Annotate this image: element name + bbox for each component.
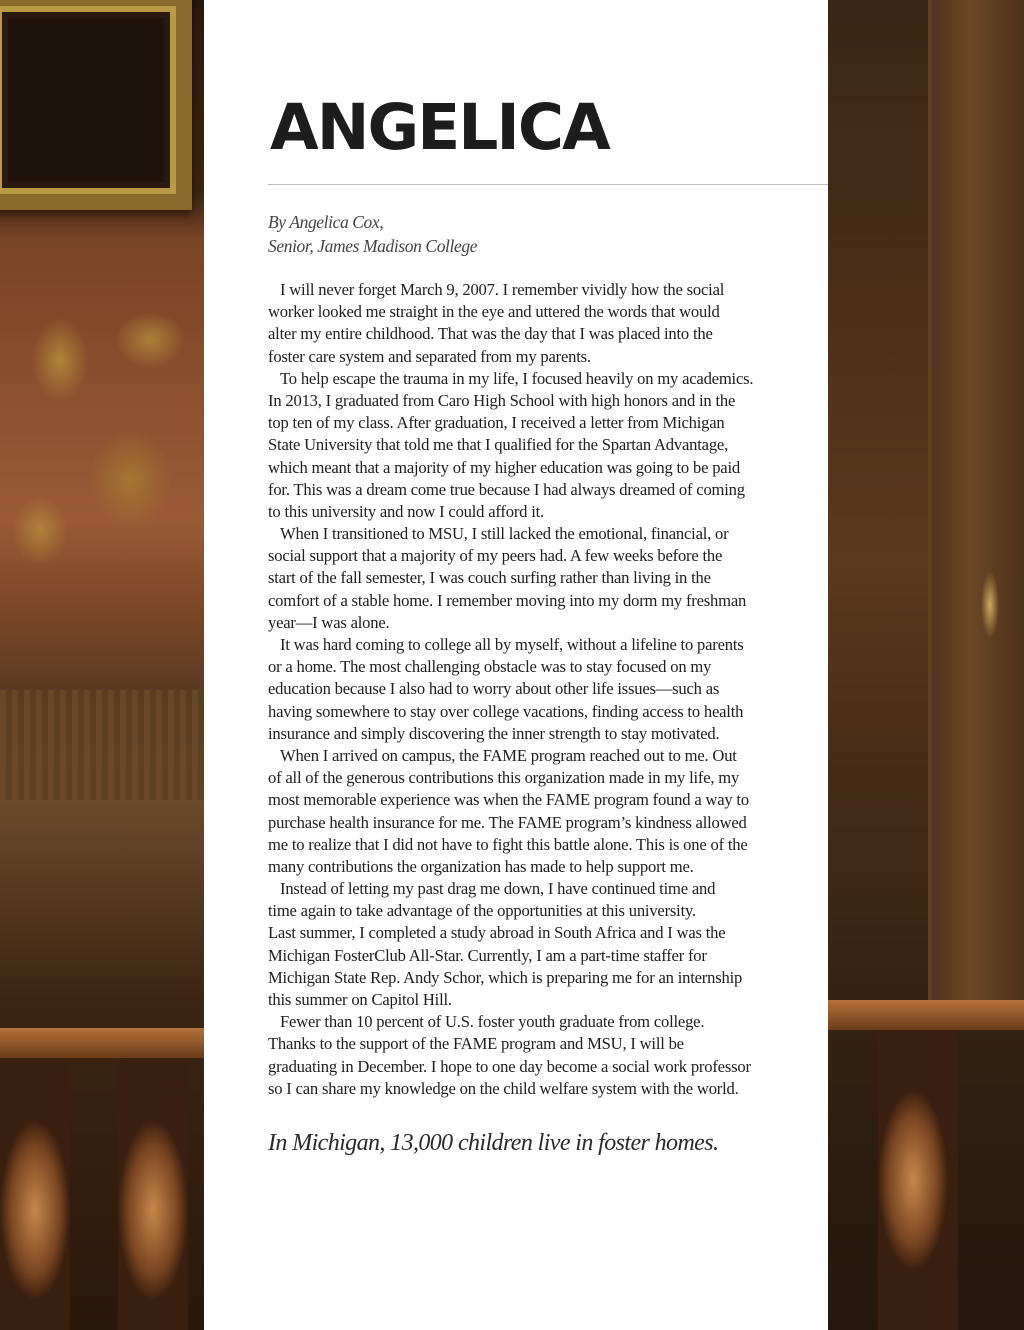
- body-text-line: most memorable experience was when the FAME program found a way to: [268, 790, 749, 810]
- body-text-line: worker looked me straight in the eye and uttered the words that would: [268, 302, 720, 322]
- article-title: ANGELICA: [270, 91, 609, 164]
- body-text-line: many contributions the organization has made to help support me.: [268, 856, 694, 876]
- body-text-line: me to realize that I did not have to fight this battle alone. This is one of the: [268, 834, 748, 854]
- railing: [828, 1000, 1024, 1030]
- body-text-line: graduating in December. I hope to one day become a social work professor: [268, 1056, 751, 1076]
- body-text-line: Fewer than 10 percent of U.S. foster youth graduate from college.: [280, 1012, 705, 1032]
- body-text-line: purchase health insurance for me. The FAME program’s kindness allowed: [268, 812, 747, 832]
- byline: [268, 210, 477, 258]
- body-text-line: It was hard coming to college all by myself, without a lifeline to parents: [280, 635, 744, 654]
- body-text-line: comfort of a stable home. I remember moving into my dorm my freshman: [268, 590, 747, 610]
- body-text-line: alter my entire childhood. That was the day that I was placed into the: [268, 324, 713, 344]
- wood-molding: [928, 0, 1024, 1000]
- railing: [0, 1028, 204, 1058]
- title-divider: [268, 184, 828, 185]
- picture-frame: [0, 0, 192, 210]
- article-panel: [204, 0, 828, 1330]
- body-text-line: so I can share my knowledge on the child welfare system with the world.: [268, 1078, 739, 1098]
- carved-wood-panel: [0, 690, 204, 800]
- body-text-line: Instead of letting my past drag me down, I have continued time and: [280, 879, 716, 899]
- body-text-line: of all of the generous contributions this organization made in my life, my: [268, 768, 740, 788]
- article-body: [268, 279, 768, 1100]
- body-text-line: foster care system and separated from my parents.: [268, 346, 591, 366]
- body-text-line: top ten of my class. After graduation, I received a letter from Michigan: [268, 413, 725, 433]
- body-text-line: this summer on Capitol Hill.: [268, 990, 452, 1009]
- baluster: [878, 1030, 958, 1330]
- body-text-line: or a home. The most challenging obstacle was to stay focused on my: [268, 657, 712, 677]
- body-text-line: Michigan FosterClub All-Star. Currently, I am a part-time staffer for: [268, 945, 707, 965]
- body-text-line: When I transitioned to MSU, I still lacked the emotional, financial, or: [280, 524, 729, 544]
- background-photo-left: [0, 0, 204, 1330]
- baluster: [0, 1060, 70, 1330]
- body-text-line: for. This was a dream come true because I had always dreamed of coming: [268, 479, 745, 499]
- body-text-line: To help escape the trauma in my life, I focused heavily on my academics.: [280, 368, 754, 388]
- body-text-line: State University that told me that I qualified for the Spartan Advantage,: [268, 435, 729, 455]
- body-text-line: year—I was alone.: [268, 612, 390, 632]
- body-text-line: Michigan State Rep. Andy Schor, which is preparing me for an internship: [268, 967, 743, 987]
- body-text-line: start of the fall semester, I was couch surfing rather than living in the: [268, 568, 711, 588]
- byline-author: By Angelica Cox,: [268, 212, 384, 232]
- body-text-line: social support that a majority of my peers had. A few weeks before the: [268, 546, 723, 566]
- body-text-line: having somewhere to stay over college vacations, finding access to health: [268, 701, 744, 721]
- body-text-line: education because I also had to worry about other life issues—such as: [268, 679, 720, 699]
- body-text-line: insurance and simply discovering the inner strength to stay motivated.: [268, 723, 720, 743]
- fleur-ornament: [978, 560, 1002, 650]
- body-text-line: Last summer, I completed a study abroad in South Africa and I was the: [268, 923, 726, 943]
- body-text-line: In 2013, I graduated from Caro High School with high honors and in the: [268, 390, 736, 410]
- body-text-line: I will never forget March 9, 2007. I remember vividly how the social: [280, 280, 725, 299]
- byline-affiliation: Senior, James Madison College: [268, 236, 478, 256]
- body-text-line: Thanks to the support of the FAME program and MSU, I will be: [268, 1034, 684, 1054]
- pull-quote: In Michigan, 13,000 children live in foster homes.: [268, 1130, 719, 1156]
- body-text-line: time again to take advantage of the opportunities at this university.: [268, 901, 696, 921]
- background-photo-right: [828, 0, 1024, 1330]
- body-text-line: which meant that a majority of my higher education was going to be paid: [268, 457, 740, 477]
- body-text-line: to this university and now I could afford it.: [268, 501, 544, 521]
- body-text-line: When I arrived on campus, the FAME program reached out to me. Out: [280, 745, 737, 765]
- baluster: [118, 1060, 188, 1330]
- gilded-ornament: [0, 280, 204, 600]
